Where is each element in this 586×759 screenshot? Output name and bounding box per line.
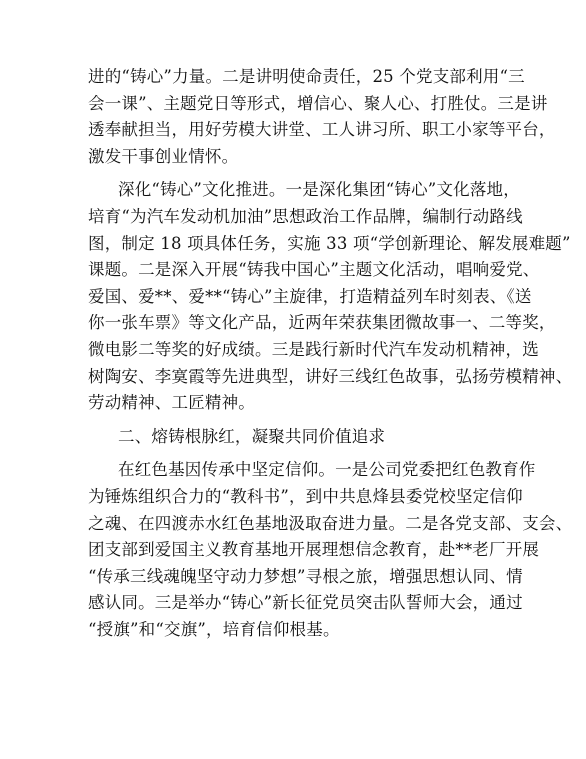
text-line: 课题。二是深入开展“铸我中国心”主题文化活动，唱响爱党、	[88, 260, 540, 280]
text-line: “授旗”和“交旗”，培育信仰根基。	[88, 619, 340, 639]
text-line: 感认同。三是举办“铸心”新长征党员突击队誓师大会，通过	[88, 593, 523, 613]
section-heading-text: 二、熔铸根脉红，凝聚共同价值追求	[118, 426, 386, 446]
paragraph-gap	[88, 170, 528, 177]
document-body	[88, 64, 573, 643]
text-line: 你一张车票》等文化产品，近两年荣获集团微故事一、二等奖，	[88, 313, 556, 333]
text-line: 团支部到爱国主义教育基地开展理想信念教育，赴**老厂开展	[88, 540, 540, 560]
text-line: 树陶安、李寞霞等先进典型，讲好三线红色故事，弘扬劳模精神、	[88, 366, 573, 386]
text-line: 微电影二等奖的好成绩。三是践行新时代汽车发动机精神，选	[88, 339, 539, 359]
text-line: 图，制定 18 项具体任务，实施 33 项“学创新理论、解发展难题”	[88, 233, 571, 253]
text-line: 培育“为汽车发动机加油”思想政治工作品牌，编制行动路线	[88, 206, 523, 226]
paragraph-gap	[88, 417, 528, 424]
section-heading	[88, 424, 528, 451]
paragraph-1	[88, 64, 556, 170]
paragraph-3	[88, 457, 573, 643]
paragraph-gap	[88, 450, 528, 457]
text-line: 深化“铸心”文化推进。一是深化集团“铸心”文化落地，	[118, 180, 520, 200]
text-line: 激发干事创业情怀。	[88, 146, 239, 166]
text-line: “传承三线魂魄坚守动力梦想”寻根之旅，增强思想认同、情	[88, 566, 523, 586]
text-line: 在红色基因传承中坚定信仰。一是公司党委把红色教育作	[118, 460, 536, 480]
paragraph-2	[88, 177, 573, 416]
text-line: 透奉献担当，用好劳模大讲堂、工人讲习所、职工小家等平台，	[88, 120, 556, 140]
text-line: 会一课”、主题党日等形式，增信心、聚人心、打胜仗。三是讲	[88, 93, 548, 113]
text-line: 劳动精神、工匠精神。	[88, 393, 255, 413]
text-line: 爱国、爱**、爱**“铸心”主旋律，打造精益列车时刻表、《送	[88, 286, 532, 306]
text-line: 进的“铸心”力量。二是讲明使命责任，25 个党支部利用“三	[88, 67, 525, 86]
text-line: 为锤炼组织合力的“教科书”，到中共息烽县委党校坚定信仰	[88, 486, 523, 506]
text-line: 之魂、在四渡赤水红色基地汲取奋进力量。二是各党支部、支会、	[88, 513, 573, 533]
